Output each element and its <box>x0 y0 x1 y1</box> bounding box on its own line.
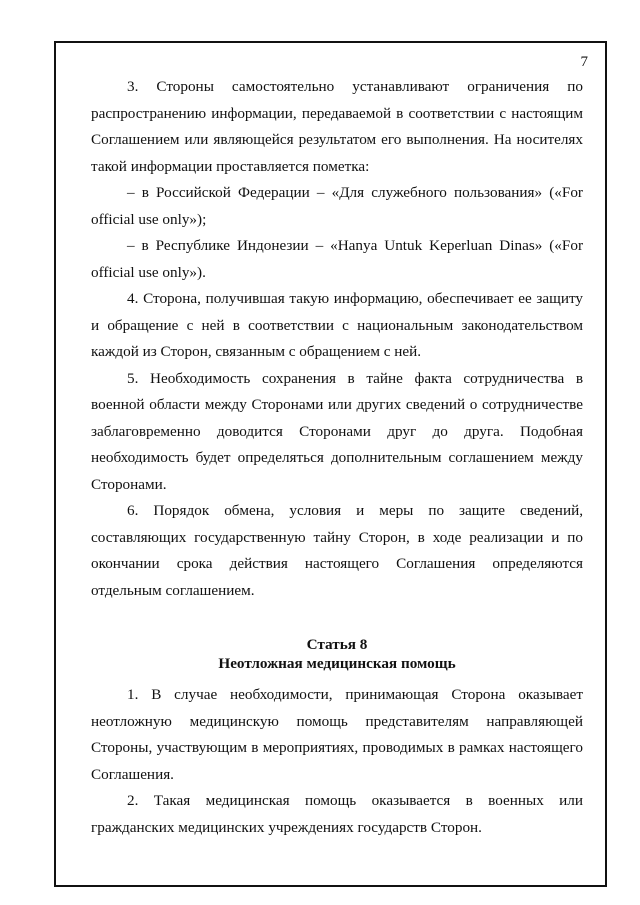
list-item-russia: – в Российской Федерации – «Для служебного пользования» («For official use only»); <box>91 184 583 228</box>
article-title: Неотложная медицинская помощь <box>218 655 456 672</box>
article-number: Статья 8 <box>306 636 368 653</box>
article-8-paragraph-2: 2. Такая медицинская помощь оказывается в военных или гражданских медицинских учреждениях государств Сторон. <box>91 792 583 836</box>
paragraph-6: 6. Порядок обмена, условия и меры по защите сведений, составляющих государственную тайну Сторон, в ходе реализации и по окончании срока действия настоящего Соглашения определяются отдельным соглашением. <box>91 502 583 599</box>
paragraph-5: 5. Необходимость сохранения в тайне факта сотрудничества в военной области между Сторонами или других сведений о сотрудничестве заблаговременно доводится Сторонами друг до друга. Подобная необходимость будет определяться дополнительным соглашением между Сторонами. <box>91 369 583 493</box>
article-8-paragraph-1: 1. В случае необходимости, принимающая Сторона оказывает неотложную медицинскую помощь представителям направляющей Стороны, участвующим в мероприятиях, проводимых в рамках настоящего Соглашения. <box>91 686 583 783</box>
document-body <box>91 74 583 841</box>
page-number: 7 <box>580 54 588 70</box>
paragraph-3: 3. Стороны самостоятельно устанавливают ограничения по распространению информации, передаваемой в соответствии с настоящим Соглашением или являющейся результатом его выполнения. На носителях такой информации проставляется пометка: <box>91 78 583 175</box>
list-item-indonesia: – в Республике Индонезии – «Hanya Untuk Keperluan Dinas» («For official use only»). <box>91 237 583 281</box>
paragraph-4: 4. Сторона, получившая такую информацию, обеспечивает ее защиту и обращение с ней в соответствии с национальным законодательством каждой из Сторон, связанным с обращением с ней. <box>91 290 583 360</box>
article-heading <box>91 635 583 673</box>
